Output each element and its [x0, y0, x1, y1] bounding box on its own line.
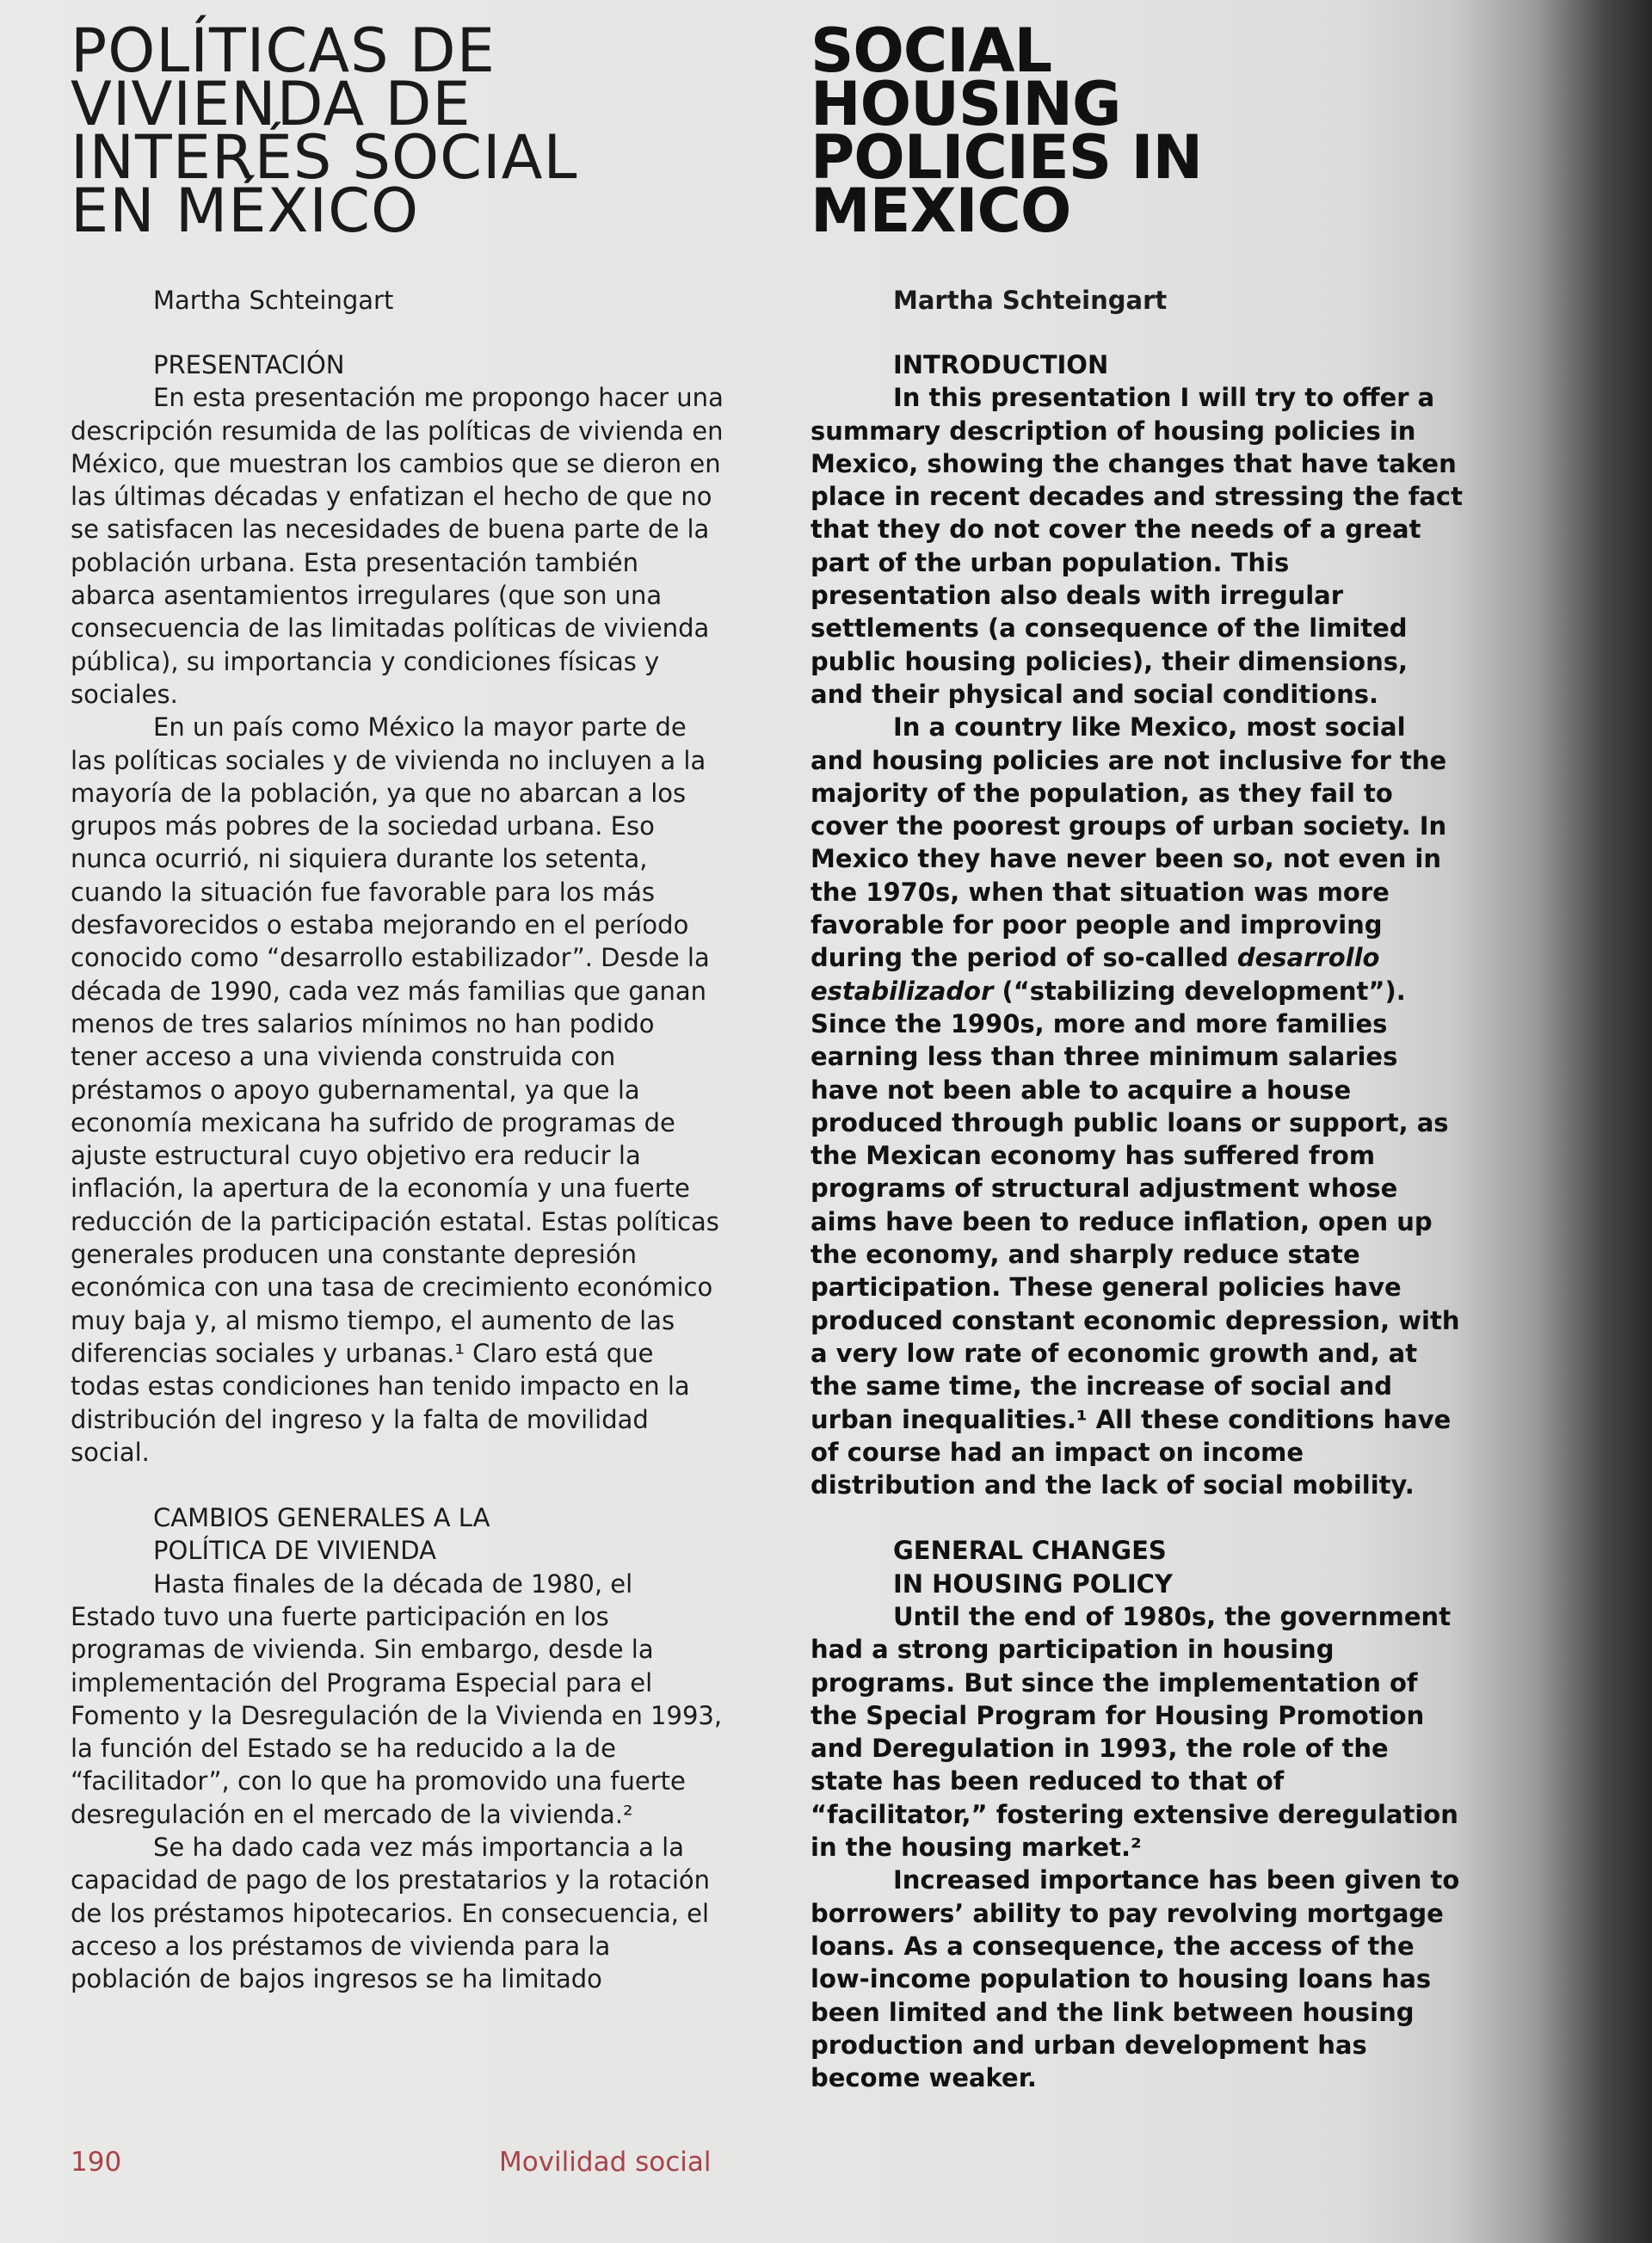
english-title: SOCIAL HOUSING POLICIES IN MEXICO: [811, 15, 1203, 246]
english-heading-changes-line1: GENERAL CHANGES: [893, 1536, 1167, 1566]
english-heading-intro: INTRODUCTION: [893, 350, 1109, 379]
english-paragraph-1: In this presentation I will try to offer a summary description of housing policies in Mexico, showing the changes that have taken place in recent decades and stressing the fact that they do not cover the needs of a great part of the urban population. This presentation also deals with irregular settlements (a consequence of the limited public housing policies), their dimensions, and their physical and social conditions.: [811, 383, 1463, 709]
spanish-paragraph-3: Hasta finales de la década de 1980, el Estado tuvo una fuerte participación en los programas de vivienda. Sin embargo, desde la implementación del Programa Especial para el Fomento y la Desregulación de la Vivienda en 1993, la función del Estado se ha reducido a la de “facilitador”, con lo que ha promovido una fuerte desregulación en el mercado de la vivienda.²: [71, 1568, 723, 1829]
english-body: [811, 348, 1464, 2094]
english-paragraph-2-part-b: (“stabilizing development”). Since the 1990s, more and more families earning less than three minimum salaries have not been able to acquire a house produced through public loans or support, as the Mexican economy has suffered from programs of structural adjustment whose aims have been to reduce inflation, open up the economy, and sharply reduce state participation. These general policies have produced constant economic depression, with a very low rate of economic growth and, at the same time, the increase of social and urban inequalities.¹ All these conditions have of course had an impact on income distribution and the lack of social mobility.: [811, 976, 1460, 1500]
spanish-body: [71, 348, 724, 1996]
spanish-paragraph-1: En esta presentación me propongo hacer una descripción resumida de las políticas de vivienda en México, que muestran los cambios que se dieron en las últimas décadas y enfatizan el hecho de que no se satisfacen las necesidades de buena parte de la población urbana. Esta presentación también abarca asentamientos irregulares (que son una consecuencia de las limitadas políticas de vivienda pública), su importancia y condiciones físicas y sociales.: [71, 383, 724, 709]
english-author: Martha Schteingart: [893, 286, 1168, 315]
section-name: Movilidad social: [499, 2147, 712, 2178]
english-paragraph-4: Increased importance has been given to borrowers’ ability to pay revolving mortgage loans. As a consequence, the access of the low-income population to housing loans has been limited and the link between housing production and urban development has become weaker.: [811, 1865, 1460, 2093]
spanish-author: Martha Schteingart: [153, 286, 394, 315]
spanish-heading-changes-line1: CAMBIOS GENERALES A LA: [153, 1503, 490, 1533]
spanish-paragraph-2: En un país como México la mayor parte de las políticas sociales y de vivienda no incluyen a la mayoría de la población, ya que no abarcan a los grupos más pobres de la sociedad urbana. Eso nunca ocurrió, ni siquiera durante los setenta, cuando la situación fue favorable para los más desfavorecidos o estaba mejorando en el período conocido como “desarrollo estabilizador”. Desde la década de 1990, cada vez más familias que ganan menos de tres salarios mínimos no han podido tener acceso a una vivienda construida con préstamos o apoyo gubernamental, ya que la economía mexicana ha sufrido de programas de ajuste estructural cuyo objetivo era reducir la inflación, la apertura de la economía y una fuerte reducción de la participación estatal. Estas políticas generales producen una constante depresión económica con una tasa de crecimiento económico muy baja y, al mismo tiempo, el aumento de las diferencias sociales y urbanas.¹ Claro está que todas estas condiciones han tenido impacto en la distribución del ingreso y la falta de movilidad social.: [71, 712, 719, 1467]
spanish-heading-intro: PRESENTACIÓN: [153, 350, 345, 379]
spacer: [71, 1469, 724, 1501]
english-paragraph-2-part-a: In a country like Mexico, most social and housing policies are not inclusive for the majority of the population, as they fail to cover the poorest groups of urban society. In Mexico they have never been so, not even in the 1970s, when that situation was more favorable for poor people and improving during the period of so-called: [811, 712, 1447, 973]
english-paragraph-3: Until the end of 1980s, the government had a strong participation in housing programs. But since the implementation of the Special Program for Housing Promotion and Deregulation in 1993, the role of the state has been reduced to that of “facilitator,” fostering extensive deregulation in the housing market.²: [811, 1601, 1458, 1863]
page-number: 190: [71, 2147, 122, 2178]
spanish-heading-changes-line2: POLÍTICA DE VIVIENDA: [153, 1536, 436, 1566]
english-heading-changes-line2: IN HOUSING POLICY: [893, 1568, 1173, 1599]
english-paragraph-2: [811, 711, 1464, 1501]
spanish-title: POLÍTICAS DE VIVIENDA DE INTERÉS SOCIAL EN MÉXICO: [71, 15, 578, 246]
english-paragraph-2-italic-term: desarrollo estabilizador: [811, 943, 1380, 1006]
spacer: [811, 1501, 1464, 1534]
spanish-paragraph-4: Se ha dado cada vez más importancia a la capacidad de pago de los prestatarios y la rotación de los préstamos hipotecarios. En consecuencia, el acceso a los préstamos de vivienda para la población de bajos ingresos se ha limitado: [71, 1833, 711, 1994]
